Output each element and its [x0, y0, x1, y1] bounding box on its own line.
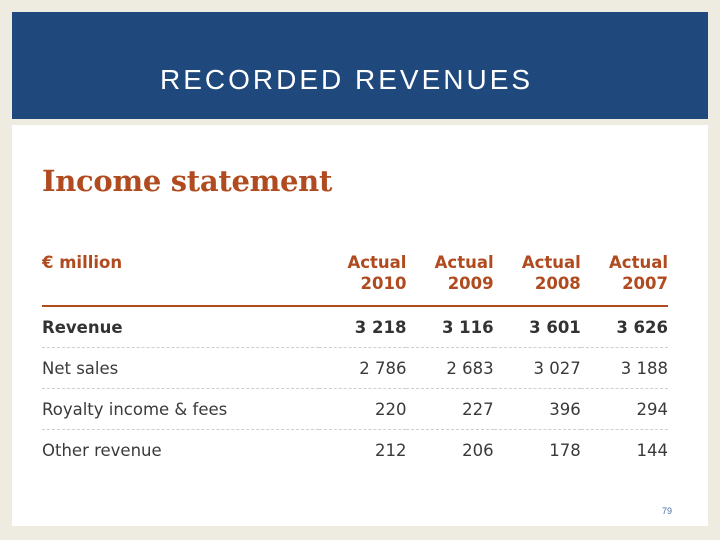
header-row [42, 246, 668, 306]
title-bar [12, 12, 708, 119]
table-cell: 220 [374, 399, 407, 419]
table-row [42, 306, 668, 348]
table-cell: 206 [462, 440, 494, 460]
table-cell: 3 027 [533, 358, 581, 378]
table-cell: 144 [636, 440, 668, 460]
column-header: Actual 2010 [347, 253, 407, 293]
table-cell: 3 116 [441, 317, 494, 337]
income-statement [30, 150, 692, 468]
table-cell: 294 [636, 399, 668, 419]
table-row [42, 389, 668, 430]
slide-title: RECORDED REVENUES [160, 64, 534, 95]
row-label: Other revenue [42, 440, 162, 460]
table-cell: 3 188 [620, 358, 668, 378]
statement-title: Income statement [42, 164, 333, 198]
table-cell: 2 786 [359, 358, 407, 378]
table-cell: 178 [549, 440, 581, 460]
table-cell: 3 601 [529, 317, 581, 337]
table-cell: 3 626 [616, 317, 668, 337]
unit-label: € million [42, 253, 123, 272]
table-cell: 3 218 [354, 317, 407, 337]
table-row [42, 348, 668, 389]
table-cell: 396 [549, 399, 581, 419]
column-header: Actual 2007 [609, 253, 668, 293]
row-label: Net sales [42, 358, 119, 378]
table-cell: 2 683 [446, 358, 494, 378]
column-header: Actual 2009 [434, 253, 494, 293]
row-label: Revenue [42, 317, 123, 337]
row-label: Royalty income & fees [42, 399, 228, 419]
table-cell: 212 [374, 440, 407, 460]
table-row [42, 430, 668, 471]
table-cell: 227 [462, 399, 494, 419]
column-header: Actual 2008 [521, 253, 581, 293]
page-number: 79 [662, 506, 673, 516]
income-table [42, 246, 668, 470]
